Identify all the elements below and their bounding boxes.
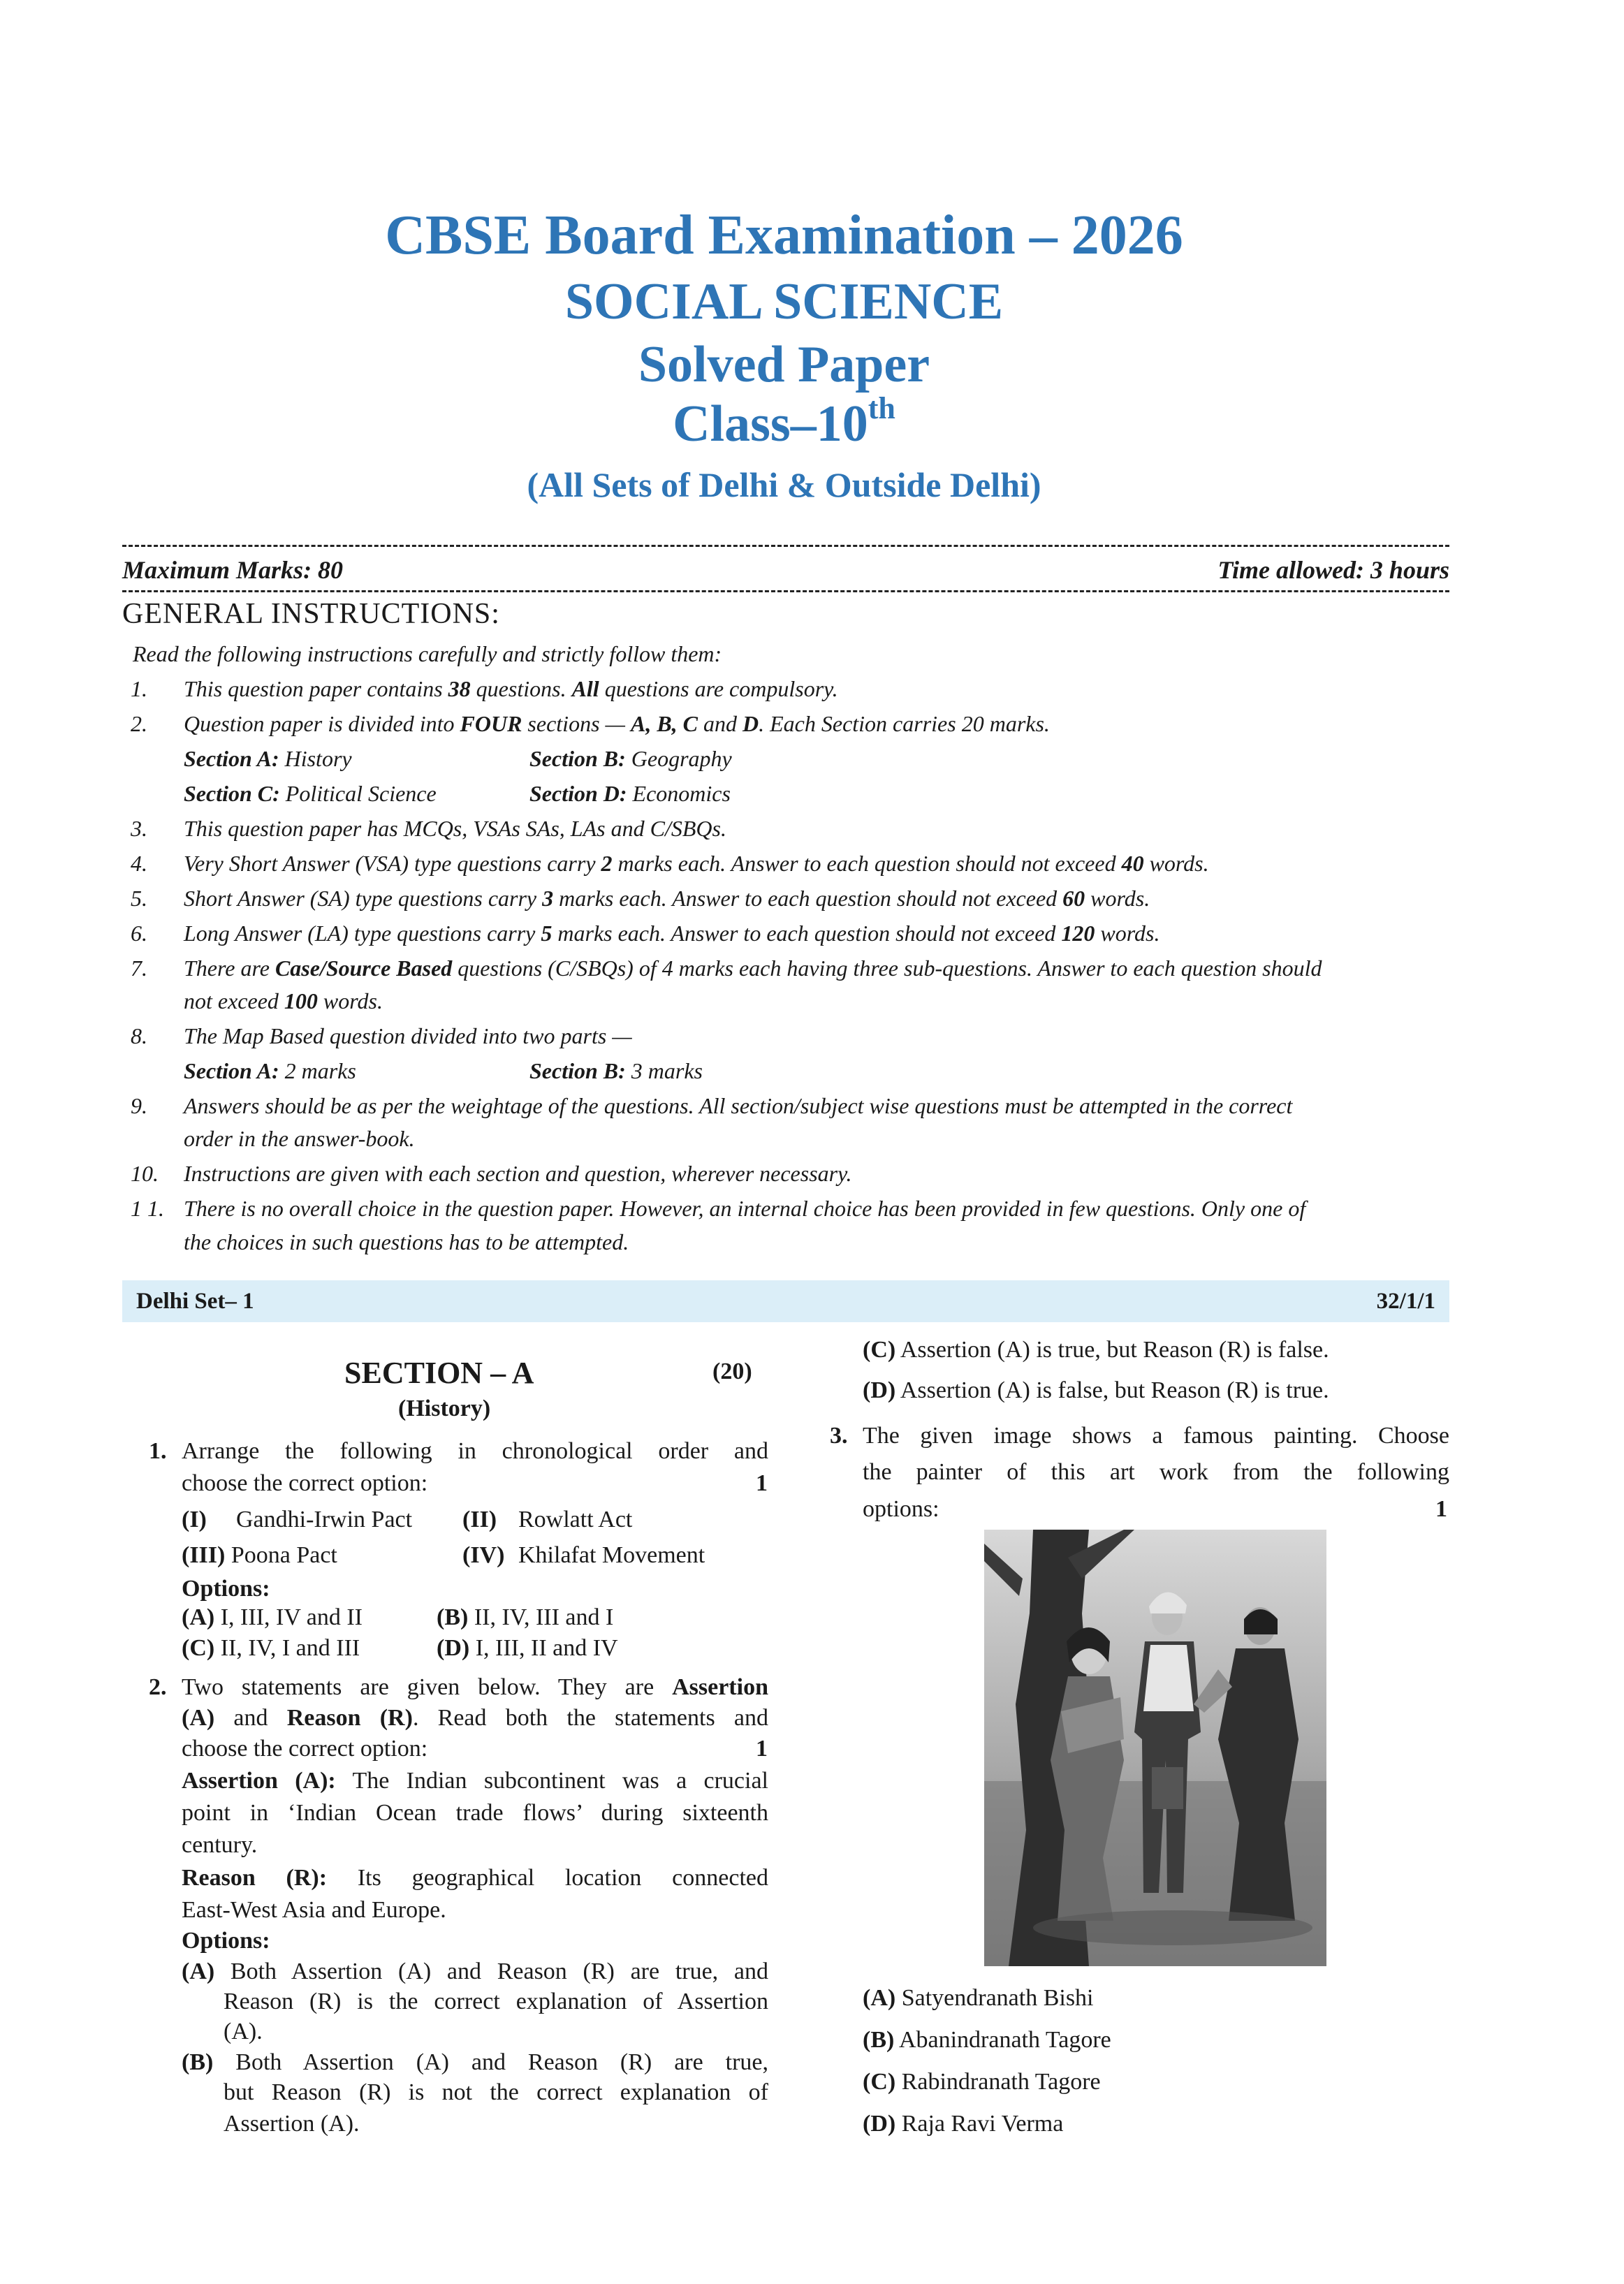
option-b: (B) II, IV, III and I [437, 1604, 614, 1630]
option-d: (D) I, III, II and IV [437, 1635, 618, 1661]
instructions-intro: Read the following instructions carefully and strictly follow them: [133, 641, 722, 666]
instruction-2: Question paper is divided into FOUR sections — A, B, C and D. Each Section carries 20 marks. [184, 711, 1050, 736]
assertion-text: century. [182, 1832, 258, 1858]
option-a: (A) Satyendranath Bishi [863, 1985, 1094, 2011]
section-d-economics: Section D: Economics [529, 781, 731, 806]
general-instructions-heading: GENERAL INSTRUCTIONS: [122, 598, 500, 630]
question-text: Arrange the following in chronological order and [182, 1438, 768, 1464]
option-c: (C) II, IV, I and III [182, 1635, 360, 1661]
time-allowed: Time allowed: 3 hours [1217, 556, 1449, 584]
set-bar [122, 1280, 1449, 1322]
option-a-cont: (A). [224, 2019, 263, 2044]
option-a: (A) Both Assertion (A) and Reason (R) are true, and [182, 1959, 768, 1984]
question-text: choose the correct option: [182, 1736, 428, 1762]
option-c: (C) Rabindranath Tagore [863, 2069, 1101, 2095]
option-c: (C) Assertion (A) is true, but Reason (R) is false. [863, 1337, 1329, 1363]
paper-title: CBSE Board Examination – 2026 [385, 205, 1183, 266]
section-marks: (20) [712, 1359, 752, 1384]
maximum-marks: Maximum Marks: 80 [122, 556, 344, 584]
instruction-10: Instructions are given with each section and question, wherever necessary. [184, 1161, 852, 1186]
question-number: 2. [149, 1674, 167, 1700]
reason-text: East-West Asia and Europe. [182, 1897, 446, 1923]
instruction-11: There is no overall choice in the question paper. However, an internal choice has been provided in few questions. Only one of [184, 1196, 1306, 1221]
painting-image [984, 1530, 1326, 1966]
instruction-11-cont: the choices in such questions has to be attempted. [184, 1229, 629, 1254]
instruction-3: This question paper has MCQs, VSAs SAs, LAs and C/SBQs. [184, 816, 726, 841]
instruction-4: Very Short Answer (VSA) type questions carry 2 marks each. Answer to each question should not exceed 40 words. [184, 851, 1209, 876]
instruction-5: Short Answer (SA) type questions carry 3 marks each. Answer to each question should not exceed 60 words. [184, 886, 1150, 911]
options-label: Options: [182, 1576, 270, 1602]
option-b-cont: but Reason (R) is not the correct explanation of [224, 2079, 768, 2105]
option-d: (D) Assertion (A) is false, but Reason (R) is true. [863, 1377, 1329, 1403]
option-b: (B) Both Assertion (A) and Reason (R) are true, [182, 2049, 768, 2075]
subject-title: SOCIAL SCIENCE [564, 273, 1004, 330]
question-text: The given image shows a famous painting. Choose [863, 1423, 1449, 1449]
bottom-divider [122, 590, 1449, 592]
paper-type-title: Solved Paper [638, 336, 930, 393]
option-a: (A) I, III, IV and II [182, 1604, 363, 1630]
question-text: choose the correct option: [182, 1470, 428, 1496]
instruction-9: Answers should be as per the weightage of the questions. All section/subject wise questions must be attempted in the correct [184, 1093, 1293, 1118]
sets-subtitle: (All Sets of Delhi & Outside Delhi) [527, 465, 1041, 504]
option-a-cont: Reason (R) is the correct explanation of Assertion [224, 1989, 768, 2014]
option-b: (B) Abanindranath Tagore [863, 2027, 1111, 2053]
option-b-cont: Assertion (A). [224, 2111, 360, 2137]
set-code: 32/1/1 [1376, 1289, 1435, 1314]
option-d: (D) Raja Ravi Verma [863, 2111, 1064, 2137]
painting-illustration [984, 1530, 1326, 1966]
section-c-political-science: Section C: Political Science [184, 781, 437, 806]
instruction-7-cont: not exceed 100 words. [184, 988, 383, 1013]
list-item-text: Khilafat Movement [518, 1542, 705, 1568]
instruction-7: There are Case/Source Based questions (C/SBQs) of 4 marks each having three sub-questions. Answer to each question should [184, 956, 1322, 981]
list-item-text: Rowlatt Act [518, 1507, 633, 1532]
question-mark: 1 [1435, 1496, 1447, 1522]
instruction-6: Long Answer (LA) type questions carry 5 marks each. Answer to each question should not exceed 120 words. [184, 921, 1160, 946]
options-label: Options: [182, 1928, 270, 1954]
map-section-a: Section A: 2 marks [184, 1058, 356, 1083]
class-title: Class–10th [673, 391, 895, 453]
list-item: (II) [462, 1507, 497, 1532]
question-mark: 1 [756, 1470, 768, 1496]
question-text: the painter of this art work from the following [863, 1459, 1449, 1485]
question-number: 3. [830, 1423, 848, 1449]
map-section-b: Section B: 3 marks [529, 1058, 703, 1083]
question-mark: 1 [756, 1736, 768, 1762]
section-title: SECTION – A [344, 1356, 534, 1390]
section-b-geography: Section B: Geography [529, 746, 732, 771]
assertion-text: point in ‘Indian Ocean trade flows’ during sixteenth [182, 1800, 768, 1826]
question-text: Two statements are given below. They are Assertion [182, 1674, 768, 1700]
list-item: (IV) [462, 1542, 505, 1568]
list-item: (III) Poona Pact [182, 1542, 337, 1568]
list-item: (I) [182, 1507, 207, 1532]
set-name: Delhi Set– 1 [136, 1289, 254, 1314]
top-divider [122, 545, 1449, 547]
instruction-1: This question paper contains 38 questions. All questions are compulsory. [184, 676, 838, 701]
question-text: (A) and Reason (R). Read both the statements and [182, 1705, 768, 1731]
list-item-text: Gandhi-Irwin Pact [236, 1507, 413, 1532]
assertion-text: Assertion (A): The Indian subcontinent was a crucial [182, 1768, 769, 1794]
instruction-9-cont: order in the answer-book. [184, 1126, 415, 1151]
section-subject: (History) [398, 1396, 491, 1421]
reason-text: Reason (R): Its geographical location connected [182, 1865, 768, 1891]
section-a-history: Section A: History [184, 746, 352, 771]
question-number: 1. [149, 1438, 167, 1464]
question-text: options: [863, 1496, 939, 1522]
instruction-8: The Map Based question divided into two parts — [184, 1023, 632, 1048]
